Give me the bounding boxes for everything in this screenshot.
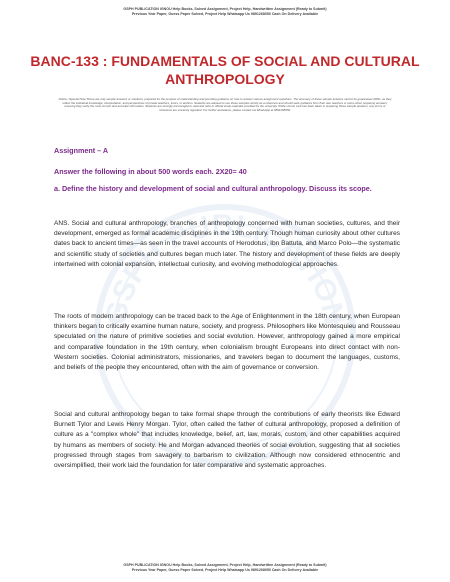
header-line-2: Previous Year Paper, Guess Paper Solved, Project Help Whatsapp Us 9891268050 Cash On Delivery Available [131, 12, 319, 16]
document-title: BANC-133 : FUNDAMENTALS OF SOCIAL AND CULTURAL ANTHROPOLOGY [30, 53, 420, 87]
assignment-heading: Assignment – A [54, 146, 109, 155]
question-a: a. Define the history and development of social and cultural anthropology. Discuss its scope. [54, 184, 372, 193]
footer-line-2: Previous Year Paper, Guess Paper Solved, Project Help Whatsapp Us 9891268050 Cash On Delivery Available [131, 568, 319, 572]
answer-paragraph-1: ANS. Social and cultural anthropology, branches of anthropology concerned with human societies, cultures, and their development, emerged as formal academic disciplines in the 19th century. Though human curiosity about other cultures dates back to ancient times—as seen in the travel accounts of Herodotus, Ibn Battuta, and Marco Polo—the systematic and scientific study of societies and cultures began much later. The history and development of these fields are deeply intertwined with colonial expansion, intellectual curiosity, and evolving methodological approaches. [54, 220, 400, 268]
header-line-1: GSPH PUBLICATION IGNOU Help Books, Solved Assignment, Project Help, Handwritten Assignment (Ready to Submit) [123, 7, 327, 11]
watermark-text: GSPH PUBLICATION [99, 208, 351, 328]
answer-paragraph-3: Social and cultural anthropology began to take formal shape through the contributions of early theorists like Edward Burnett Tylor and Lewis Henry Morgan. Tylor, often called the father of cultural anthropology, proposed a definition of culture as a "complex whole" that includes knowledge, belief, art, law, morals, custom, and other capabilities acquired by humans as members of society. He and Morgan advanced theories of social evolution, suggesting that all societies progressed through stages from savagery to barbarism to civilization. Although now considered ethnocentric and oversimplified, their work laid the foundation for later comparative and systematic approaches. [54, 411, 400, 470]
disclaimer-notice: Notice / Special Note:These are only sample answers or solutions, prepared for the purpose of understanding and providing guidance on how to answer various assignment questions. The accuracy of these sample answers cannot be guaranteed 100%, as they reflect the individual knowledge, interpretation, and perspectives of private teachers, tutors, or authors. Students are advised to use these samples strictly as a reference and should seek guidance from their own teachers or tutors when preparing answers, ensuring they verify the most current and accurate information. Students are strongly encouraged to read and refer to official study materials provided by the university. While utmost care has been taken in preparing these sample answers, any errors or omissions are sincerely regretted. For further assistance, please contact via WhatsApp at 9891268050. [58, 97, 392, 112]
instruction-line: Answer the following in about 500 words each. 2X20= 40 [54, 167, 247, 176]
footer-line-1: GSPH PUBLICATION IGNOU Help Books, Solved Assignment, Project Help, Handwritten Assignment (Ready to Submit) [123, 563, 327, 567]
answer-paragraph-2: The roots of modern anthropology can be traced back to the Age of Enlightenment in the 18th century, when European thinkers began to critically examine human nature, society, and progress. Philosophers like Montesquieu and Rousseau speculated on the nature of primitive societies and social evolution. However, anthropology gained a more empirical and comparative foundation in the 19th century, when colonialism brought Europeans into direct contact with non-Western societies. Colonial administrators, missionaries, and travelers began to document the languages, customs, and beliefs of the people they encountered, often with the aim of governance or conversion. [54, 313, 400, 372]
